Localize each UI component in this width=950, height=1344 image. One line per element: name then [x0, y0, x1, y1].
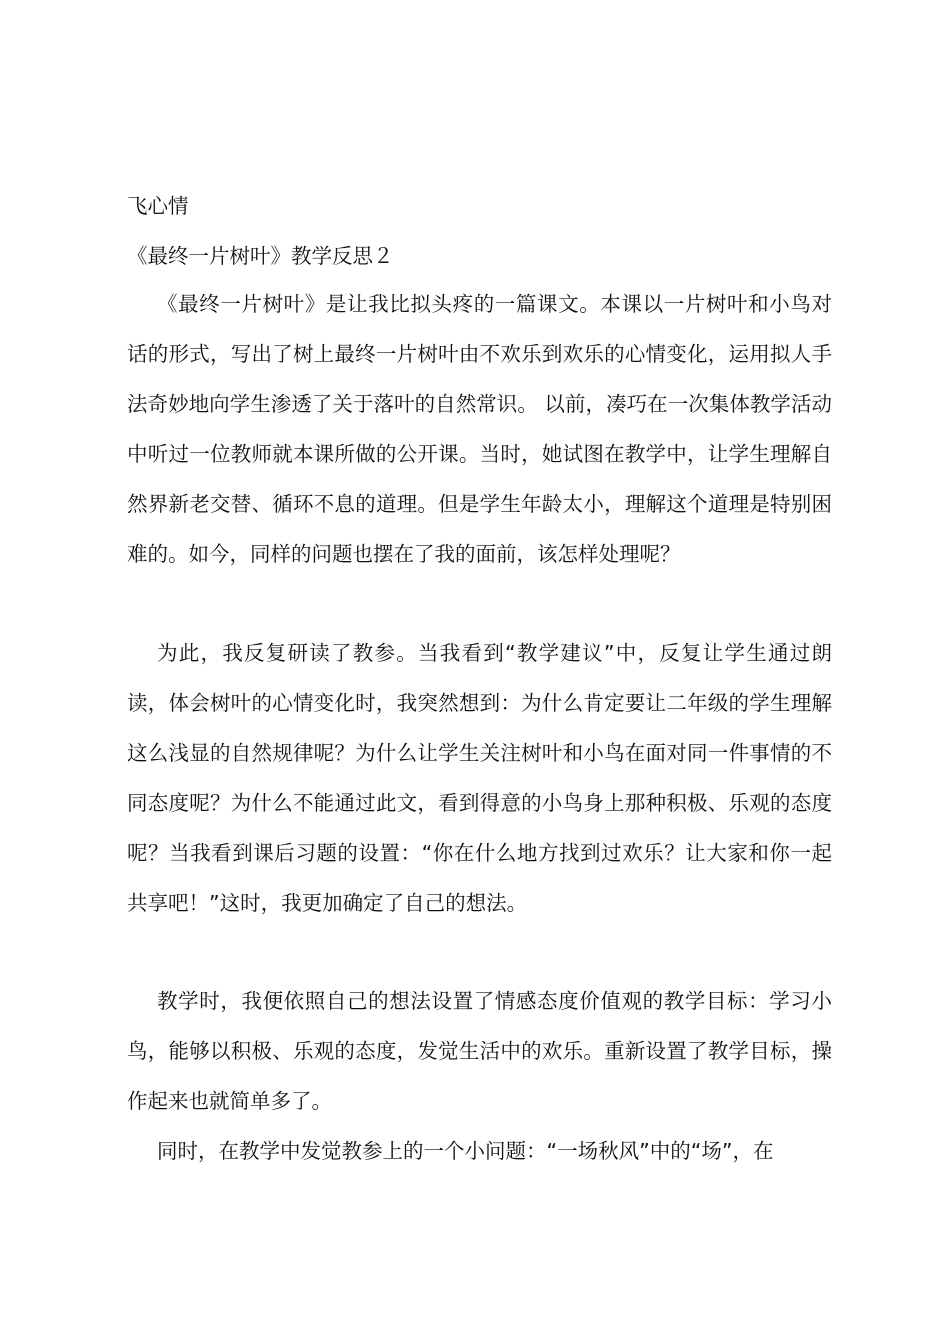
paragraph-1: 《最终一片树叶》是让我比拟头疼的一篇课文。本课以一片树叶和小鸟对话的形式，写出了树上最终一片树叶由不欢乐到欢乐的心情变化，运用拟人手法奇妙地向学生渗透了关于落叶的自然常识。 以前，凑巧在一次集体教学活动中听过一位教师就本课所做的公开课。当时，她试图在教学中，让学生理解自然界新老交替、循环不息的道理。但是学生年龄太小，理解这个道理是特别困难的。如今，同样的问题也摆在了我的面前，该怎样处理呢？ [127, 292, 832, 566]
paragraph-4: 同时，在教学中发觉教参上的一个小问题：“一场秋风”中的“场”，在 [157, 1139, 774, 1163]
paragraph-3: 教学时，我便依照自己的想法设置了情感态度价值观的教学目标：学习小鸟，能够以积极、乐观的态度，发觉生活中的欢乐。重新设置了教学目标，操作起来也就简单多了。 [127, 989, 832, 1113]
document-title: 《最终一片树叶》教学反思２ [127, 244, 394, 268]
heading-fragment: 飞心情 [127, 194, 189, 218]
paragraph-2: 为此，我反复研读了教参。当我看到“教学建议”中，反复让学生通过朗读，体会树叶的心情变化时，我突然想到：为什么肯定要让二年级的学生理解这么浅显的自然规律呢？为什么让学生关注树叶和小鸟在面对同一件事情的不同态度呢？为什么不能通过此文，看到得意的小鸟身上那种积极、乐观的态度呢？当我看到课后习题的设置：“你在什么地方找到过欢乐？让大家和你一起共享吧！”这时，我更加确定了自己的想法。 [127, 641, 832, 915]
